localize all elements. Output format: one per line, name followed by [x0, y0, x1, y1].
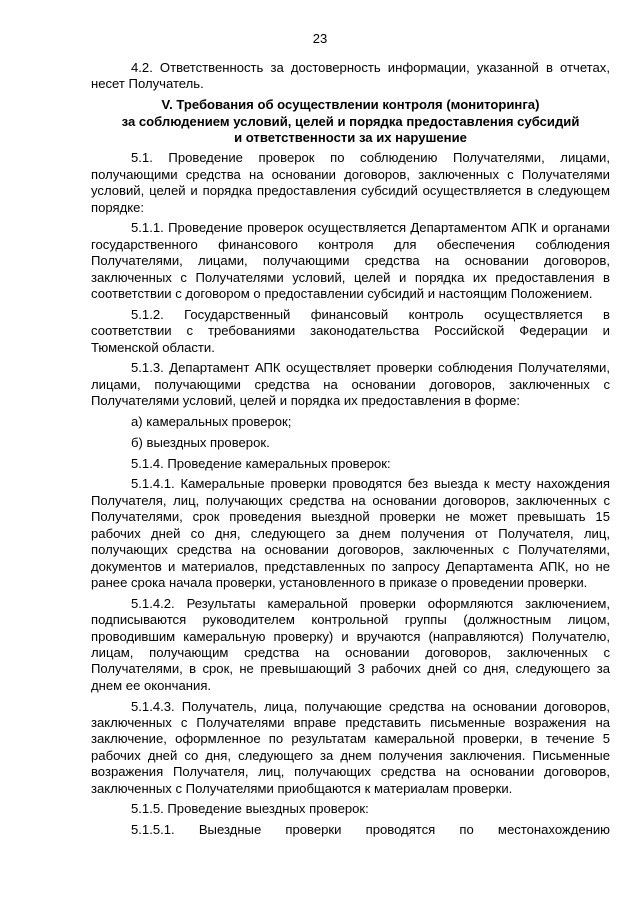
- paragraph-5-1-4-2: 5.1.4.2. Результаты камеральной проверки оформляются заключением, подписываются руководителем контрольной группы (должностным лицом, проводившим камеральную проверку) и вручаются (направляются) Получателю, лицам, получающим средства на основании договоров, заключенных с Получателями, в срок, не превышающий 3 рабочих дней со дня, следующего за днем ее окончания.: [91, 595, 610, 693]
- list-item-b: б) выездных проверок.: [131, 434, 270, 450]
- paragraph-5-1-4-1: 5.1.4.1. Камеральные проверки проводятся без выезда к месту нахождения Получателя, лиц, получающих средства на основании договоров, заключенных с Получателями, срок проведения выездной проверки не может превышать 15 рабочих дней со дня, следующего за днем получения от Получателя, лиц, получающих средства на основании договоров, заключенных с Получателями, документов и материалов, представленных по запросу Департамента АПК, но не ранее срока начала проверки, установленного в приказе о проведении проверки.: [91, 476, 610, 590]
- paragraph-5-1-1: 5.1.1. Проведение проверок осуществляется Департаментом АПК и органами государственного финансового контроля для обеспечения соблюдения Получателями, лицами, получающими средства на основании договоров, заключенных с Получателями условий, целей и порядка их предоставления в соответствии с договором о предоставлении субсидий и настоящим Положением.: [91, 220, 610, 302]
- document-body: [91, 60, 610, 843]
- paragraph-5-1-3: 5.1.3. Департамент АПК осуществляет проверки соблюдения Получателями, лицами, получающими средства на основании договоров, заключенных с Получателями условий, целей и порядка их предоставления в форме:: [91, 360, 610, 409]
- paragraph-5-1-4-3: 5.1.4.3. Получатель, лица, получающие средства на основании договоров, заключенных с Получателями вправе представить письменные возражения на заключение, оформленное по результатам камеральной проверки, в течение 5 рабочих дней со дня, следующего за днем получения заключения. Письменные возражения Получателя, лиц, получающих средства на основании договоров, заключенных с Получателями приобщаются к материалам проверки.: [91, 698, 610, 796]
- paragraph-5-1-2: 5.1.2. Государственный финансовый контроль осуществляется в соответствии с требованиями законодательства Российской Федерации и Тюменской области.: [91, 306, 610, 355]
- section-heading-line-2: за соблюдением условий, целей и порядка предоставления субсидий: [121, 113, 580, 129]
- section-heading: [91, 97, 610, 146]
- section-heading-line-1: V. Требования об осуществлении контроля (мониторинга): [161, 97, 540, 113]
- section-heading-line-3: и ответственности за их нарушение: [234, 130, 467, 146]
- list-item-a: а) камеральных проверок;: [131, 414, 292, 430]
- paragraph-5-1-5: 5.1.5. Проведение выездных проверок:: [131, 801, 369, 817]
- paragraph-4-2: 4.2. Ответственность за достоверность информации, указанной в отчетах, несет Получатель.: [91, 60, 610, 92]
- paragraph-5-1: 5.1. Проведение проверок по соблюдению Получателями, лицами, получающими средства на основании договоров, заключенных с Получателями условий, целей и порядка предоставления субсидий осуществляется в следующем порядке:: [91, 150, 610, 215]
- page-number: 23: [312, 31, 328, 46]
- paragraph-5-1-5-1: 5.1.5.1. Выездные проверки проводятся по местонахождению: [131, 822, 610, 838]
- paragraph-5-1-4: 5.1.4. Проведение камеральных проверок:: [131, 455, 391, 471]
